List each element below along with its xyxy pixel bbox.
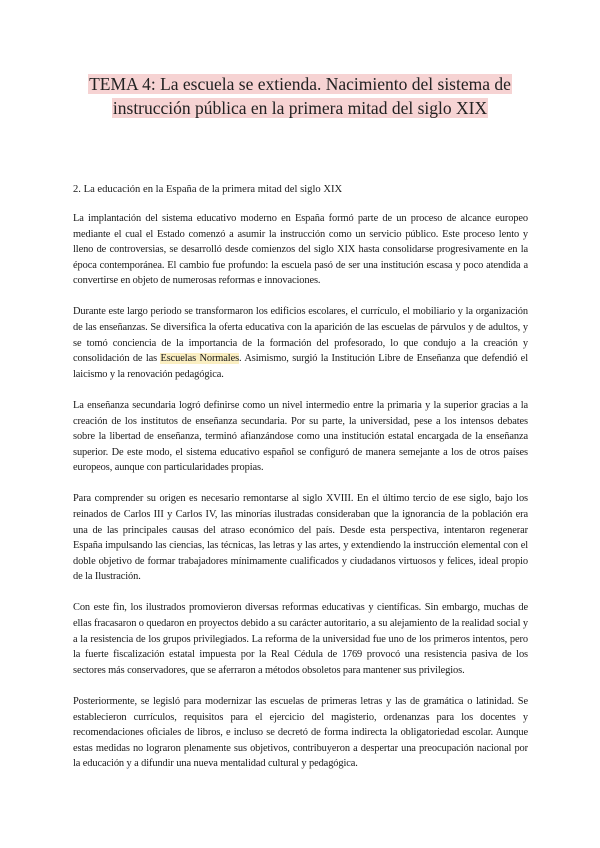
paragraph-4: Para comprender su origen es necesario remontarse al siglo XVIII. En el último tercio de ese siglo, bajo los reinados de Carlos III y Carlos IV, las minorías ilustradas consideraban que la ignorancia de la población era una de las principales causas del atraso económico del país. Desde esta perspectiva, intentaron regenerar España impulsando las ciencias, las técnicas, las letras y las artes, y extendiendo la instrucción elemental con el doble objetivo de formar trabajadores mínimamente cualificados y ciudadanos virtuosos y felices, ideal propio de la Ilustración.: [73, 493, 528, 583]
document-title: [60, 72, 540, 120]
title-line-1: TEMA 4: La escuela se extienda. Nacimiento del sistema de: [89, 74, 511, 94]
document-body: [73, 211, 528, 787]
title-line-2: instrucción pública en la primera mitad del siglo XIX: [112, 98, 488, 118]
paragraph-3: La enseñanza secundaria logró definirse como un nivel intermedio entre la primaria y la superior gracias a la creación de los institutos de enseñanza secundaria. Por su parte, la universidad, pese a los intensos debates sobre la libertad de enseñanza, terminó afianzándose como una institución estatal encargada de la enseñanza superior. De este modo, el sistema educativo español se configuró de manera semejante a los de otros países europeos, aunque con particularidades propias.: [73, 399, 528, 474]
paragraph-2: [73, 304, 528, 382]
paragraph-6: Posteriormente, se legisló para modernizar las escuelas de primeras letras y las de gramática o latinidad. Se establecieron currículos, requisitos para el ejercicio del magisterio, ordenanzas para los docentes y recomendaciones oficiales de libros, e incluso se decretó de forma indirecta la obligatoriedad escolar. Aunque estas medidas no lograron plenamente sus objetivos, contribuyeron a despertar una preocupación nacional por la educación y a difundir una nueva mentalidad cultural y pedagógica.: [73, 695, 528, 770]
paragraph-2-text-start: Durante este largo periodo se transformaron los edificios escolares, el currículo, el mobiliario y la organización de las enseñanzas. Se diversifica la oferta educativa con la aparición de las escuelas de párvulos y de adultos, y se tomó conciencia de la importancia de la formación del profesorado, lo que condujo a la creación y consolidación de las: [73, 306, 528, 365]
paragraph-1: La implantación del sistema educativo moderno en España formó parte de un proceso de alcance europeo mediante el cual el Estado comenzó a asumir la instrucción como un servicio público. Este proceso lento y lleno de controversias, se desarrolló desde comienzos del siglo XIX hasta consolidarse progresivamente en la época contemporánea. El cambio fue profundo: la escuela pasó de ser una institución escasa y poco atendida a convertirse en objeto de numerosas reformas e innovaciones.: [73, 213, 528, 287]
paragraph-5: Con este fin, los ilustrados promovieron diversas reformas educativas y científicas. Sin embargo, muchas de ellas fracasaron o quedaron en proyectos debido a su carácter autoritario, a su alejamiento de la realidad social y a la resistencia de los grupos privilegiados. La reforma de la universidad fue uno de los primeros intentos, pero la fuerte fiscalización estatal impuesta por la Real Cédula de 1769 provocó una resistencia pasiva de los sectores más conservadores, que se aferraron a métodos obsoletos para mantener sus privilegios.: [73, 602, 529, 676]
paragraph-2-text-end: . Asimismo, surgió la Institución Libre de Enseñanza que defendió el laicismo y la renovación pedagógica.: [73, 353, 528, 380]
highlighted-term: Escuelas Normales: [160, 353, 240, 365]
section-heading: 2. La educación en la España de la primera mitad del siglo XIX: [73, 184, 343, 195]
